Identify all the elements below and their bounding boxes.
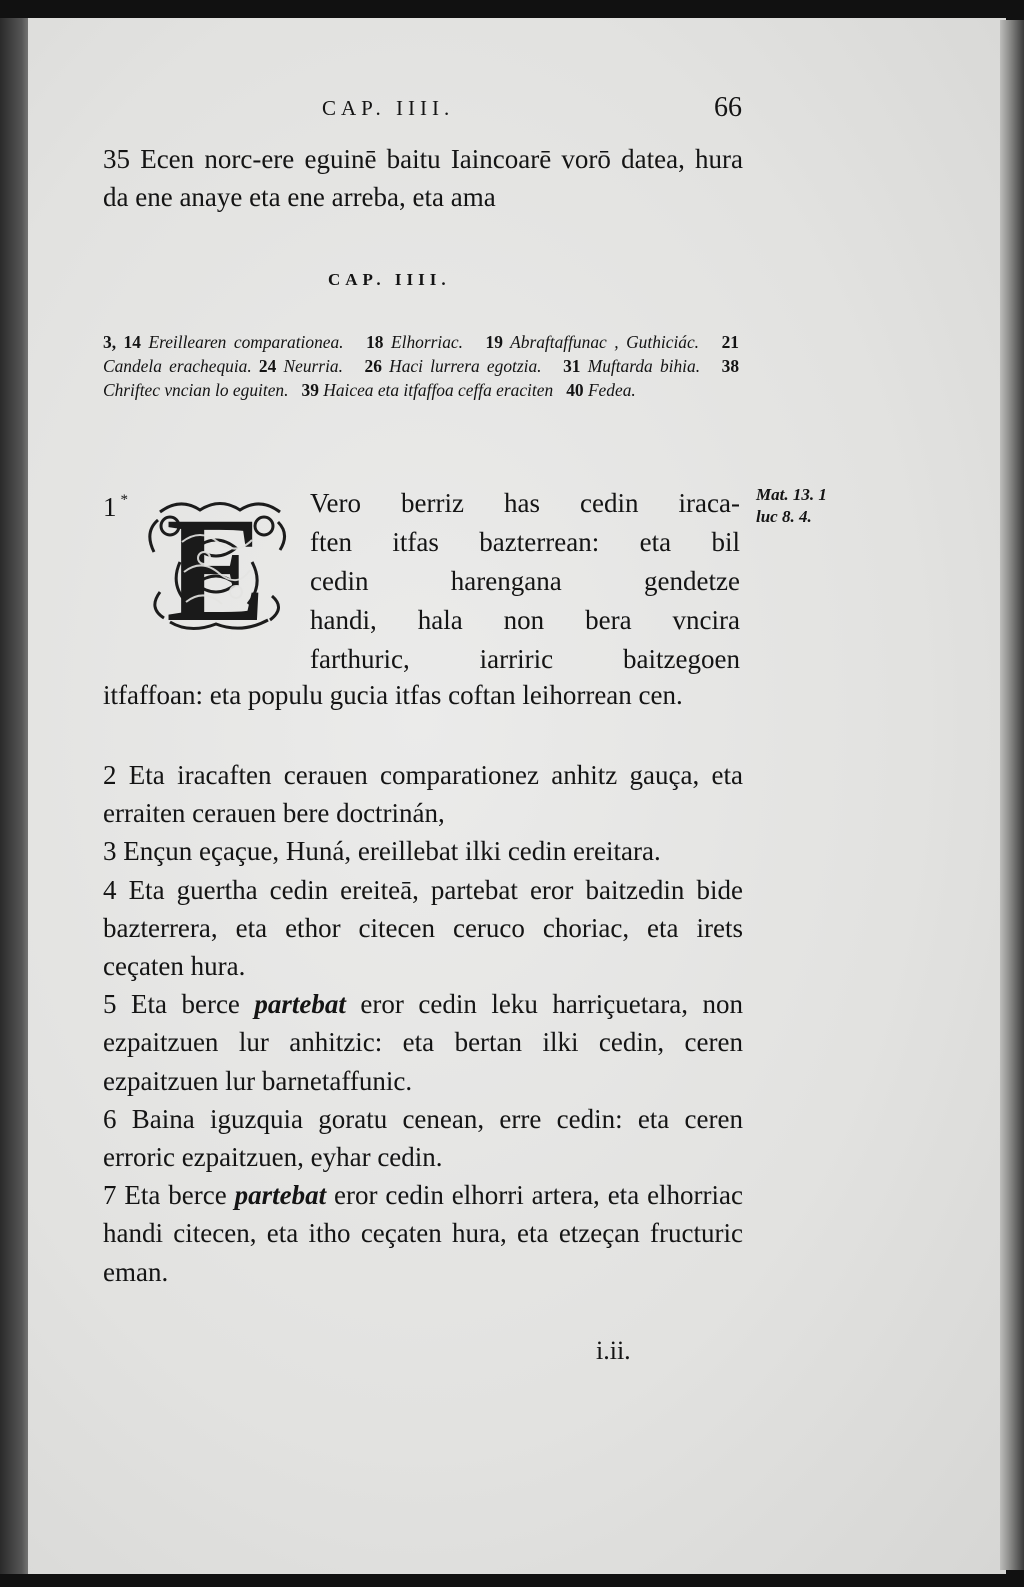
running-header xyxy=(322,92,742,132)
verse-7: 7 Eta berce partebat eror cedin elhorri artera, eta elhorriac handi citecen, eta itho ceçaten hura, eta etzeçan fructuric eman. xyxy=(103,1180,744,1287)
chapter-heading: CAP. IIII. xyxy=(322,96,455,120)
verse-1-number: 1 * xyxy=(103,492,128,522)
verse-4: 4 Eta guertha cedin ereiteā, partebat eror baitzedin bide bazterrera, eta ethor citecen ceruco choriac, eta irets ceçaten hura. xyxy=(103,874,743,982)
signature-mark: i.ii. xyxy=(596,1336,631,1365)
previous-verse: 35 Ecen norc-ere eguinē baitu Iaincoarē vorō datea, hura da ene anaye eta ene arreba, eta ama xyxy=(103,144,743,213)
verse-5: 5 Eta berce partebat eror cedin leku harriçuetara, non ezpaitzuen lur anhitzic: eta bertan ilki cedin, ceren ezpaitzuen lur barnetaffunic. xyxy=(103,989,743,1096)
margin-reference: Mat. 13. 1 luc 8. 4. xyxy=(756,485,827,526)
verse-2: 2 Eta iracaften cerauen comparationez anhitz gauça, eta erraiten cerauen bere doctrinán, xyxy=(103,760,743,829)
svg-text:E: E xyxy=(165,492,267,638)
verse-list xyxy=(103,756,743,1291)
page-edge xyxy=(1000,20,1024,1570)
decorated-initial xyxy=(140,492,292,638)
verse-3: 3 Ençun eçaçue, Huná, ereillebat ilki cedin ereitara. xyxy=(103,836,661,867)
chapter-summary: 3, 14 Ereillearen comparationea. 18 Elhorriac. 19 Abraftaffunac , Guthiciác. 21 Candela erachequia. 24 Neurria. 26 Haci lurrera egotzia. 31 Muftarda bihia. 38 Chriftec vncian lo eguiten. 39 Haicea eta itfaffoa ceffa eraciten 40 Fedea. xyxy=(103,332,740,401)
verse-1-mark: * xyxy=(120,492,128,508)
verse-6: 6 Baina iguzquia goratu cenean, erre cedin: eta ceren erroric ezpaitzuen, eyhar cedin. xyxy=(103,1103,743,1173)
verse-1-rest: itfaffoan: eta populu gucia itfas coftan leihorrean cen. xyxy=(103,680,683,710)
chapter-subheading: CAP. IIII. xyxy=(328,270,451,289)
page-number: 66 xyxy=(714,92,742,123)
verse-1-first-lines: Vero berriz has cedin iraca- ften itfas bazterrean: eta bil cedin harengana gendetze handi, hala non bera vncira farthuric, iarriric baitzegoen xyxy=(310,488,740,674)
